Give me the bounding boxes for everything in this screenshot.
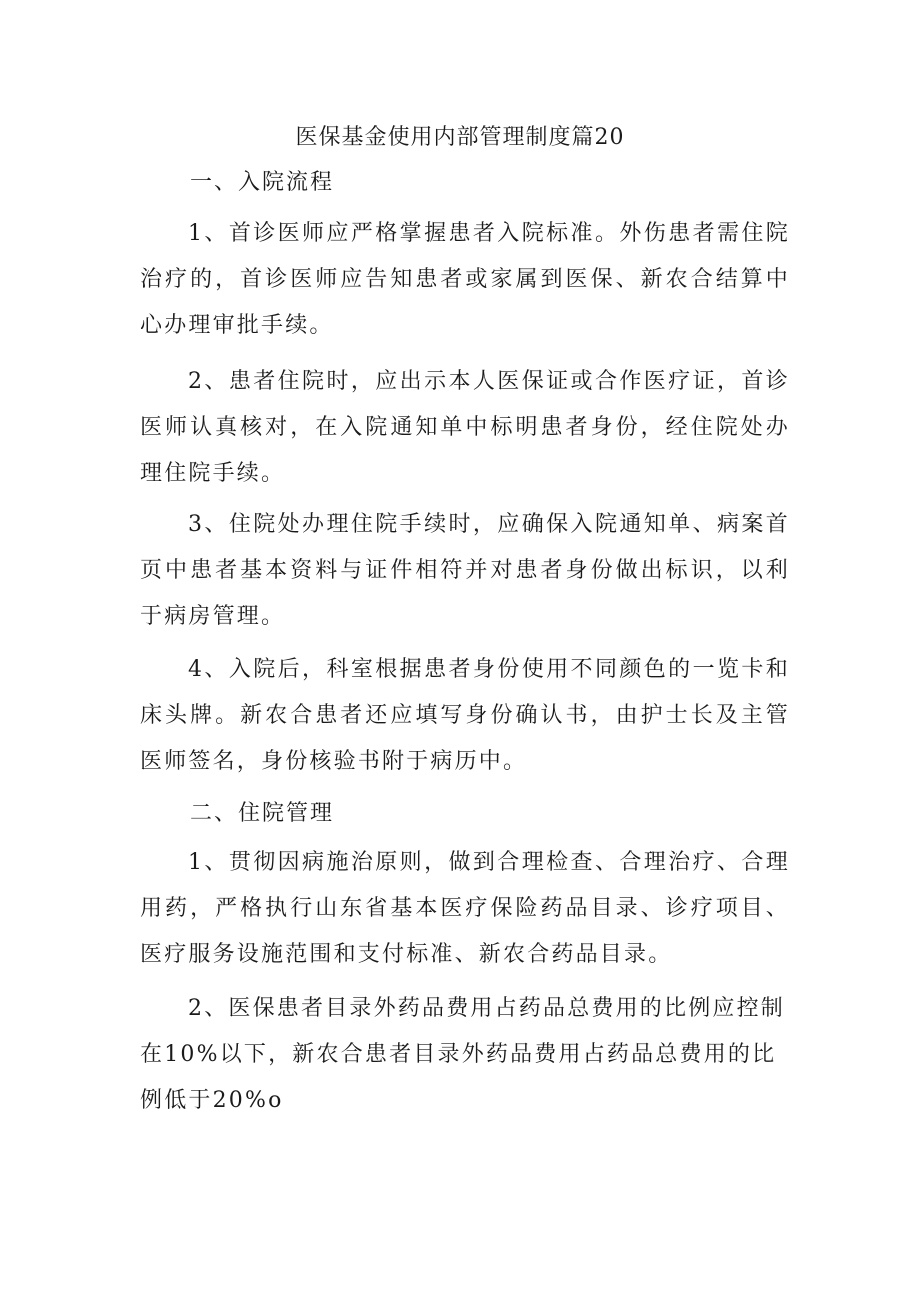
- paragraph-admission-2: 2、患者住院时，应出示本人医保证或合作医疗证，首诊医师认真核对，在入院通知单中标明患者身份，经住院处办理住院手续。: [140, 369, 790, 486]
- section-heading-admission: 一、入院流程: [190, 170, 335, 195]
- paragraph-inpatient-1: 1、贯彻因病施治原则，做到合理检查、合理治疗、合理用药，严格执行山东省基本医疗保险药品目录、诊疗项目、医疗服务设施范围和支付标准、新农合药品目录。: [140, 850, 790, 967]
- paragraph-admission-1: 1、首诊医师应严格掌握患者入院标准。外伤患者需住院治疗的，首诊医师应告知患者或家属到医保、新农合结算中心办理审批手续。: [140, 221, 790, 338]
- paragraph-admission-4: 4、入院后，科室根据患者身份使用不同颜色的一览卡和床头牌。新农合患者还应填写身份确认书，由护士长及主管医师签名，身份核验书附于病历中。: [140, 657, 790, 774]
- paragraph-admission-3: 3、住院处办理住院手续时，应确保入院通知单、病案首页中患者基本资料与证件相符并对患者身份做出标识，以利于病房管理。: [140, 512, 790, 629]
- paragraph-inpatient-2: 2、医保患者目录外药品费用占药品总费用的比例应控制在10%以下，新农合患者目录外药品费用占药品总费用的比例低于20%o: [140, 996, 785, 1113]
- document-title: 医保基金使用内部管理制度篇20: [295, 125, 625, 150]
- section-heading-inpatient: 二、住院管理: [190, 801, 335, 826]
